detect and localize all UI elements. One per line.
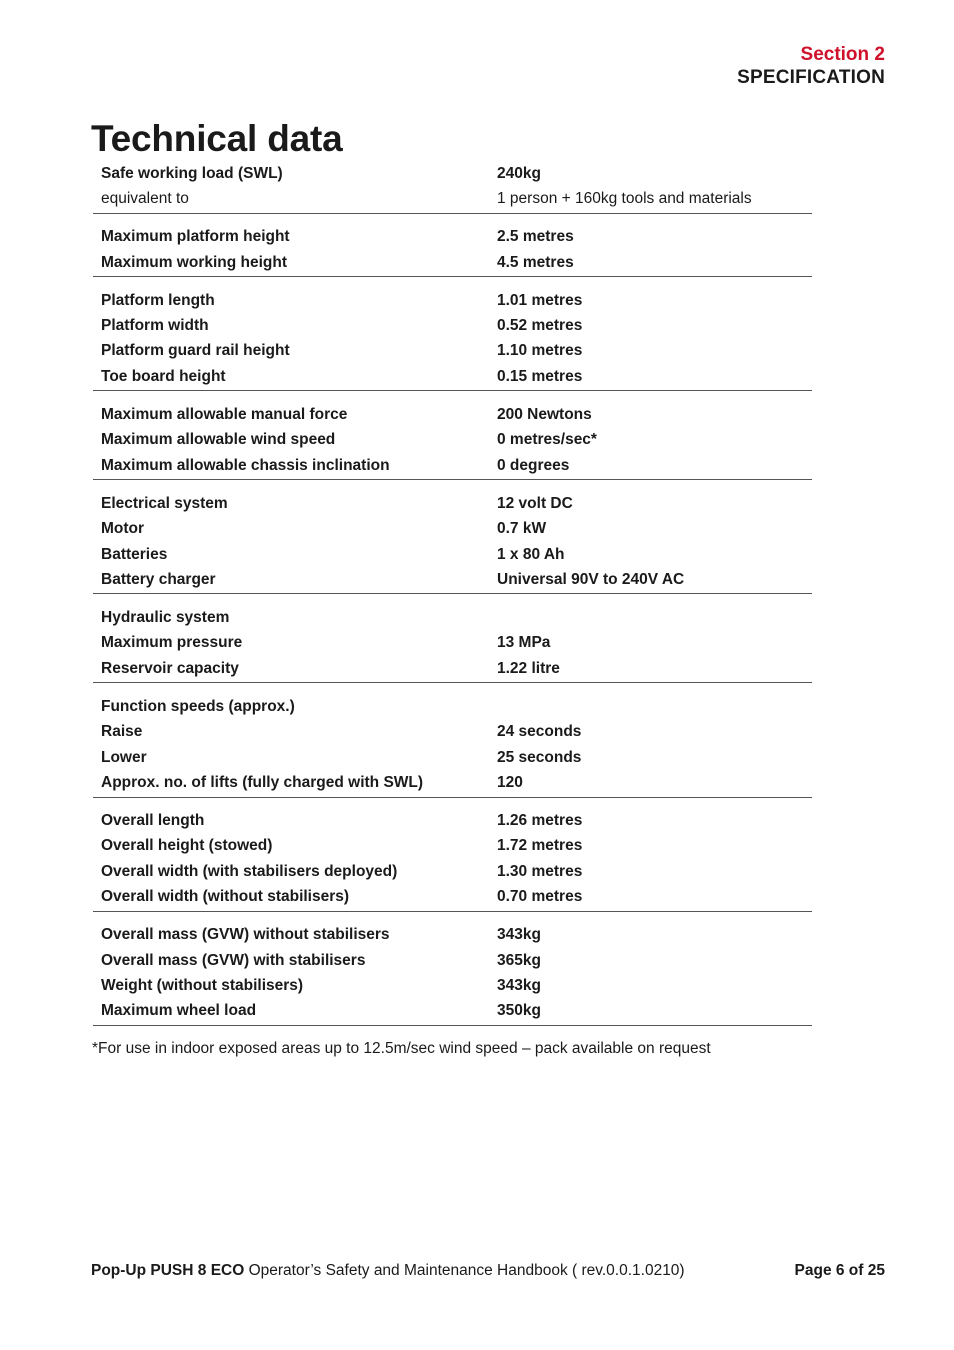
- spec-value: 24 seconds: [497, 723, 582, 741]
- spec-group: [93, 923, 812, 1026]
- spec-value: 13 MPa: [497, 634, 551, 652]
- spec-value: 12 volt DC: [497, 494, 573, 512]
- spec-row: [93, 288, 812, 313]
- spec-value: 0.15 metres: [497, 367, 583, 385]
- spec-row: [93, 402, 812, 427]
- spec-row: [93, 542, 812, 567]
- spec-row: [93, 770, 812, 795]
- spec-row: [93, 453, 812, 478]
- spec-label: Raise: [101, 723, 143, 741]
- spec-value: 1.26 metres: [497, 812, 583, 830]
- spec-value: 0.52 metres: [497, 317, 583, 335]
- spec-label: Maximum platform height: [101, 228, 290, 246]
- spec-value: 1.30 metres: [497, 862, 583, 880]
- spec-value: Universal 90V to 240V AC: [497, 570, 685, 588]
- section-number: Section 2: [800, 44, 885, 65]
- spec-label: Approx. no. of lifts (fully charged with SWL): [101, 773, 424, 791]
- spec-row: [93, 745, 812, 770]
- spec-row: [93, 809, 812, 834]
- spec-row: [93, 364, 812, 389]
- spec-value: 1.22 litre: [497, 659, 560, 677]
- spec-label: Weight (without stabilisers): [101, 976, 304, 994]
- spec-label: Maximum allowable manual force: [101, 406, 348, 424]
- spec-value: 2.5 metres: [497, 228, 574, 246]
- spec-label: equivalent to: [101, 189, 189, 207]
- spec-row: [93, 605, 812, 630]
- spec-label: Platform width: [101, 317, 209, 335]
- page-footer: [91, 1262, 885, 1280]
- spec-group: [93, 605, 812, 683]
- spec-label: Maximum wheel load: [101, 1002, 257, 1020]
- spec-label: Batteries: [101, 545, 168, 563]
- spec-label: Overall width (without stabilisers): [101, 888, 350, 906]
- spec-row: [93, 834, 812, 859]
- spec-row: [93, 720, 812, 745]
- footer-handbook-title: Operator’s Safety and Maintenance Handbook ( rev.0.0.1.0210): [244, 1262, 685, 1279]
- page-title: Technical data: [91, 118, 343, 159]
- footer-document-title: [91, 1262, 685, 1280]
- footnote: *For use in indoor exposed areas up to 12.5m/sec wind speed – pack available on request: [92, 1040, 711, 1057]
- footer-page-number: Page 6 of 25: [794, 1262, 885, 1279]
- spec-label: Hydraulic system: [101, 609, 230, 627]
- spec-row: [93, 313, 812, 338]
- spec-value: 1 x 80 Ah: [497, 545, 565, 563]
- spec-label: Overall height (stowed): [101, 837, 273, 855]
- spec-group: [93, 402, 812, 480]
- spec-label: Overall width (with stabilisers deployed): [101, 862, 398, 880]
- spec-group: [93, 161, 812, 214]
- spec-value: 1 person + 160kg tools and materials: [497, 189, 752, 207]
- spec-row: [93, 631, 812, 656]
- spec-label: Overall length: [101, 812, 205, 830]
- spec-label: Maximum pressure: [101, 634, 243, 652]
- spec-row: [93, 428, 812, 453]
- spec-row: [93, 694, 812, 719]
- spec-label: Toe board height: [101, 367, 226, 385]
- spec-label: Maximum allowable chassis inclination: [101, 456, 390, 474]
- spec-value: 4.5 metres: [497, 253, 574, 271]
- spec-value: 0.7 kW: [497, 520, 547, 538]
- spec-row: [93, 339, 812, 364]
- spec-row: [93, 948, 812, 973]
- spec-value: 343kg: [497, 976, 541, 994]
- spec-label: Function speeds (approx.): [101, 697, 295, 715]
- spec-label: Platform length: [101, 291, 215, 309]
- spec-label: Reservoir capacity: [101, 659, 239, 677]
- spec-label: Maximum working height: [101, 253, 288, 271]
- spec-value: 120: [497, 773, 523, 791]
- spec-label: Motor: [101, 520, 145, 538]
- spec-value: 365kg: [497, 951, 541, 969]
- spec-row: [93, 161, 812, 186]
- spec-label: Platform guard rail height: [101, 342, 290, 360]
- spec-row: [93, 973, 812, 998]
- spec-label: Lower: [101, 748, 147, 766]
- spec-value: 0 degrees: [497, 456, 570, 474]
- spec-label: Overall mass (GVW) without stabilisers: [101, 926, 390, 944]
- spec-group: [93, 491, 812, 594]
- spec-row: [93, 186, 812, 211]
- spec-row: [93, 656, 812, 681]
- spec-label: Maximum allowable wind speed: [101, 431, 336, 449]
- spec-row: [93, 567, 812, 592]
- spec-row: [93, 250, 812, 275]
- spec-label: Battery charger: [101, 570, 216, 588]
- spec-value: 200 Newtons: [497, 406, 592, 424]
- spec-row: [93, 999, 812, 1024]
- spec-row: [93, 859, 812, 884]
- spec-label: Safe working load (SWL): [101, 164, 283, 182]
- spec-value: 1.01 metres: [497, 291, 583, 309]
- spec-group: [93, 809, 812, 912]
- spec-row: [93, 225, 812, 250]
- section-name: SPECIFICATION: [737, 67, 885, 88]
- spec-value: 343kg: [497, 926, 541, 944]
- spec-value: 0 metres/sec*: [497, 431, 597, 449]
- spec-row: [93, 884, 812, 909]
- spec-row: [93, 517, 812, 542]
- spec-value: 0.70 metres: [497, 888, 583, 906]
- spec-label: Electrical system: [101, 494, 228, 512]
- spec-label: Overall mass (GVW) with stabilisers: [101, 951, 366, 969]
- spec-value: 350kg: [497, 1002, 541, 1020]
- spec-value: 25 seconds: [497, 748, 582, 766]
- spec-group: [93, 694, 812, 797]
- spec-row: [93, 923, 812, 948]
- spec-row: [93, 491, 812, 516]
- spec-group: [93, 225, 812, 278]
- spec-table: [93, 161, 812, 1037]
- section-header: [737, 44, 885, 89]
- spec-value: 240kg: [497, 164, 541, 182]
- footer-product-name: Pop-Up PUSH 8 ECO: [91, 1262, 245, 1279]
- spec-group: [93, 288, 812, 391]
- spec-value: 1.10 metres: [497, 342, 583, 360]
- spec-value: 1.72 metres: [497, 837, 583, 855]
